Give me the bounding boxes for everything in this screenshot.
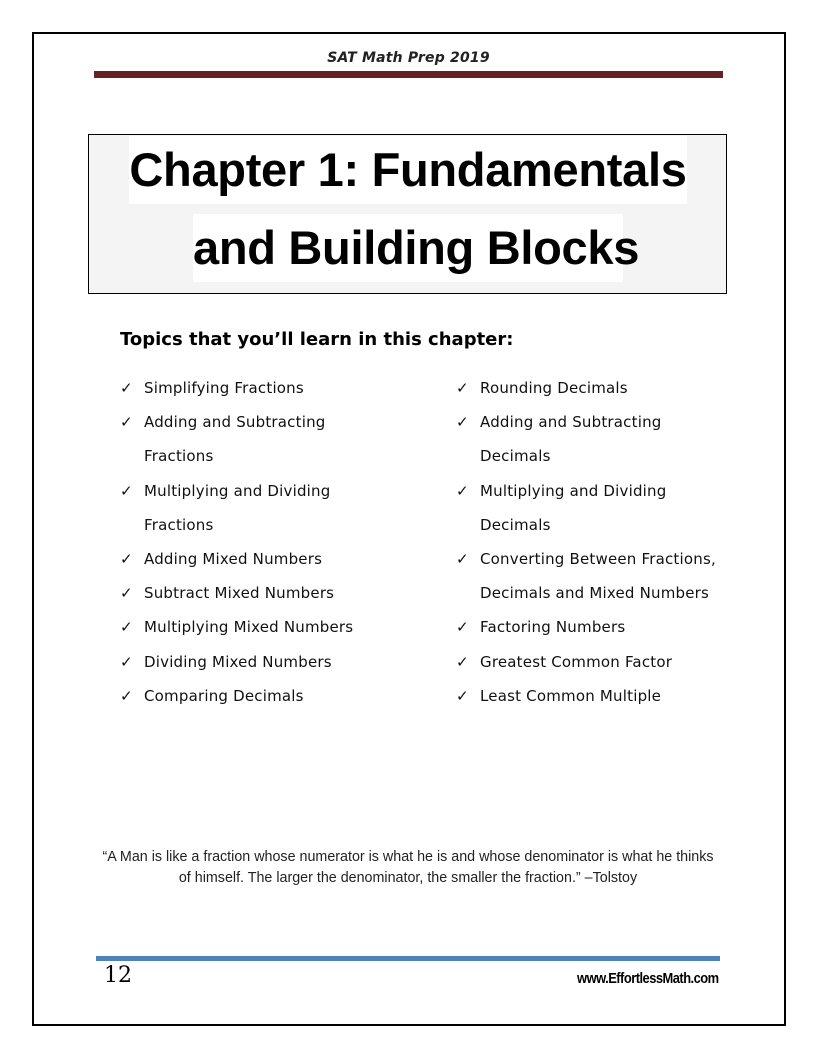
topic-item bbox=[120, 645, 440, 679]
topics-heading: Topics that you’ll learn in this chapter: bbox=[120, 329, 514, 350]
topic-item bbox=[120, 542, 440, 576]
checkmark-icon: ✓ bbox=[120, 481, 133, 500]
running-header: SAT Math Prep 2019 bbox=[327, 50, 490, 66]
topic-item bbox=[120, 371, 440, 405]
website-url: www.EffortlessMath.com bbox=[577, 970, 719, 987]
topic-list-right bbox=[456, 371, 746, 713]
topic-item bbox=[456, 645, 746, 679]
footer-rule bbox=[96, 956, 720, 961]
chapter-title-line-2: and Building Blocks bbox=[193, 214, 623, 282]
topic-label: Simplifying Fractions bbox=[144, 379, 304, 397]
checkmark-icon: ✓ bbox=[120, 686, 133, 705]
topic-label: Converting Between Fractions, Decimals and Mixed Numbers bbox=[480, 550, 716, 603]
checkmark-icon: ✓ bbox=[120, 618, 133, 637]
topic-item bbox=[120, 679, 440, 713]
checkmark-icon: ✓ bbox=[456, 413, 469, 432]
topic-label: Adding and Subtracting Fractions bbox=[144, 413, 326, 466]
checkmark-icon: ✓ bbox=[456, 618, 469, 637]
topic-label: Multiplying and Dividing Fractions bbox=[144, 481, 331, 534]
topic-label: Dividing Mixed Numbers bbox=[144, 652, 332, 671]
topic-label: Rounding Decimals bbox=[480, 379, 628, 397]
topic-item bbox=[456, 371, 746, 405]
topic-label: Factoring Numbers bbox=[480, 618, 626, 637]
topic-item bbox=[120, 576, 440, 610]
checkmark-icon: ✓ bbox=[120, 652, 133, 671]
checkmark-icon: ✓ bbox=[456, 550, 469, 569]
topic-item bbox=[120, 405, 440, 473]
chapter-quote: “A Man is like a fraction whose numerator is what he is and whose denominator is what he thinks of himself. The larger the denominator, the smaller the fraction.” –Tolstoy bbox=[102, 849, 714, 886]
topic-item bbox=[456, 542, 746, 610]
topic-label: Adding Mixed Numbers bbox=[144, 550, 323, 569]
topic-label: Adding and Subtracting Decimals bbox=[480, 413, 662, 466]
topic-item bbox=[456, 474, 746, 542]
checkmark-icon: ✓ bbox=[120, 550, 133, 569]
topic-label: Comparing Decimals bbox=[144, 686, 304, 705]
header-rule bbox=[94, 71, 723, 78]
checkmark-icon: ✓ bbox=[456, 686, 469, 705]
topic-label: Multiplying and Dividing Decimals bbox=[480, 481, 667, 534]
chapter-title-line-1: Chapter 1: Fundamentals bbox=[129, 136, 687, 204]
checkmark-icon: ✓ bbox=[120, 413, 133, 432]
topic-list-left bbox=[120, 371, 440, 713]
checkmark-icon: ✓ bbox=[456, 652, 469, 671]
checkmark-icon: ✓ bbox=[456, 379, 469, 397]
chapter-title-box bbox=[88, 134, 727, 294]
checkmark-icon: ✓ bbox=[120, 584, 133, 603]
topic-item bbox=[456, 405, 746, 473]
topic-label: Greatest Common Factor bbox=[480, 652, 673, 671]
topic-label: Least Common Multiple bbox=[480, 686, 662, 705]
page-number: 12 bbox=[104, 963, 132, 988]
checkmark-icon: ✓ bbox=[456, 481, 469, 500]
topic-label: Multiplying Mixed Numbers bbox=[144, 618, 354, 637]
topic-item bbox=[456, 610, 746, 644]
topic-item bbox=[120, 610, 440, 644]
checkmark-icon: ✓ bbox=[120, 379, 133, 397]
topic-label: Subtract Mixed Numbers bbox=[144, 584, 335, 603]
topic-item bbox=[456, 679, 746, 713]
topic-item bbox=[120, 474, 440, 542]
